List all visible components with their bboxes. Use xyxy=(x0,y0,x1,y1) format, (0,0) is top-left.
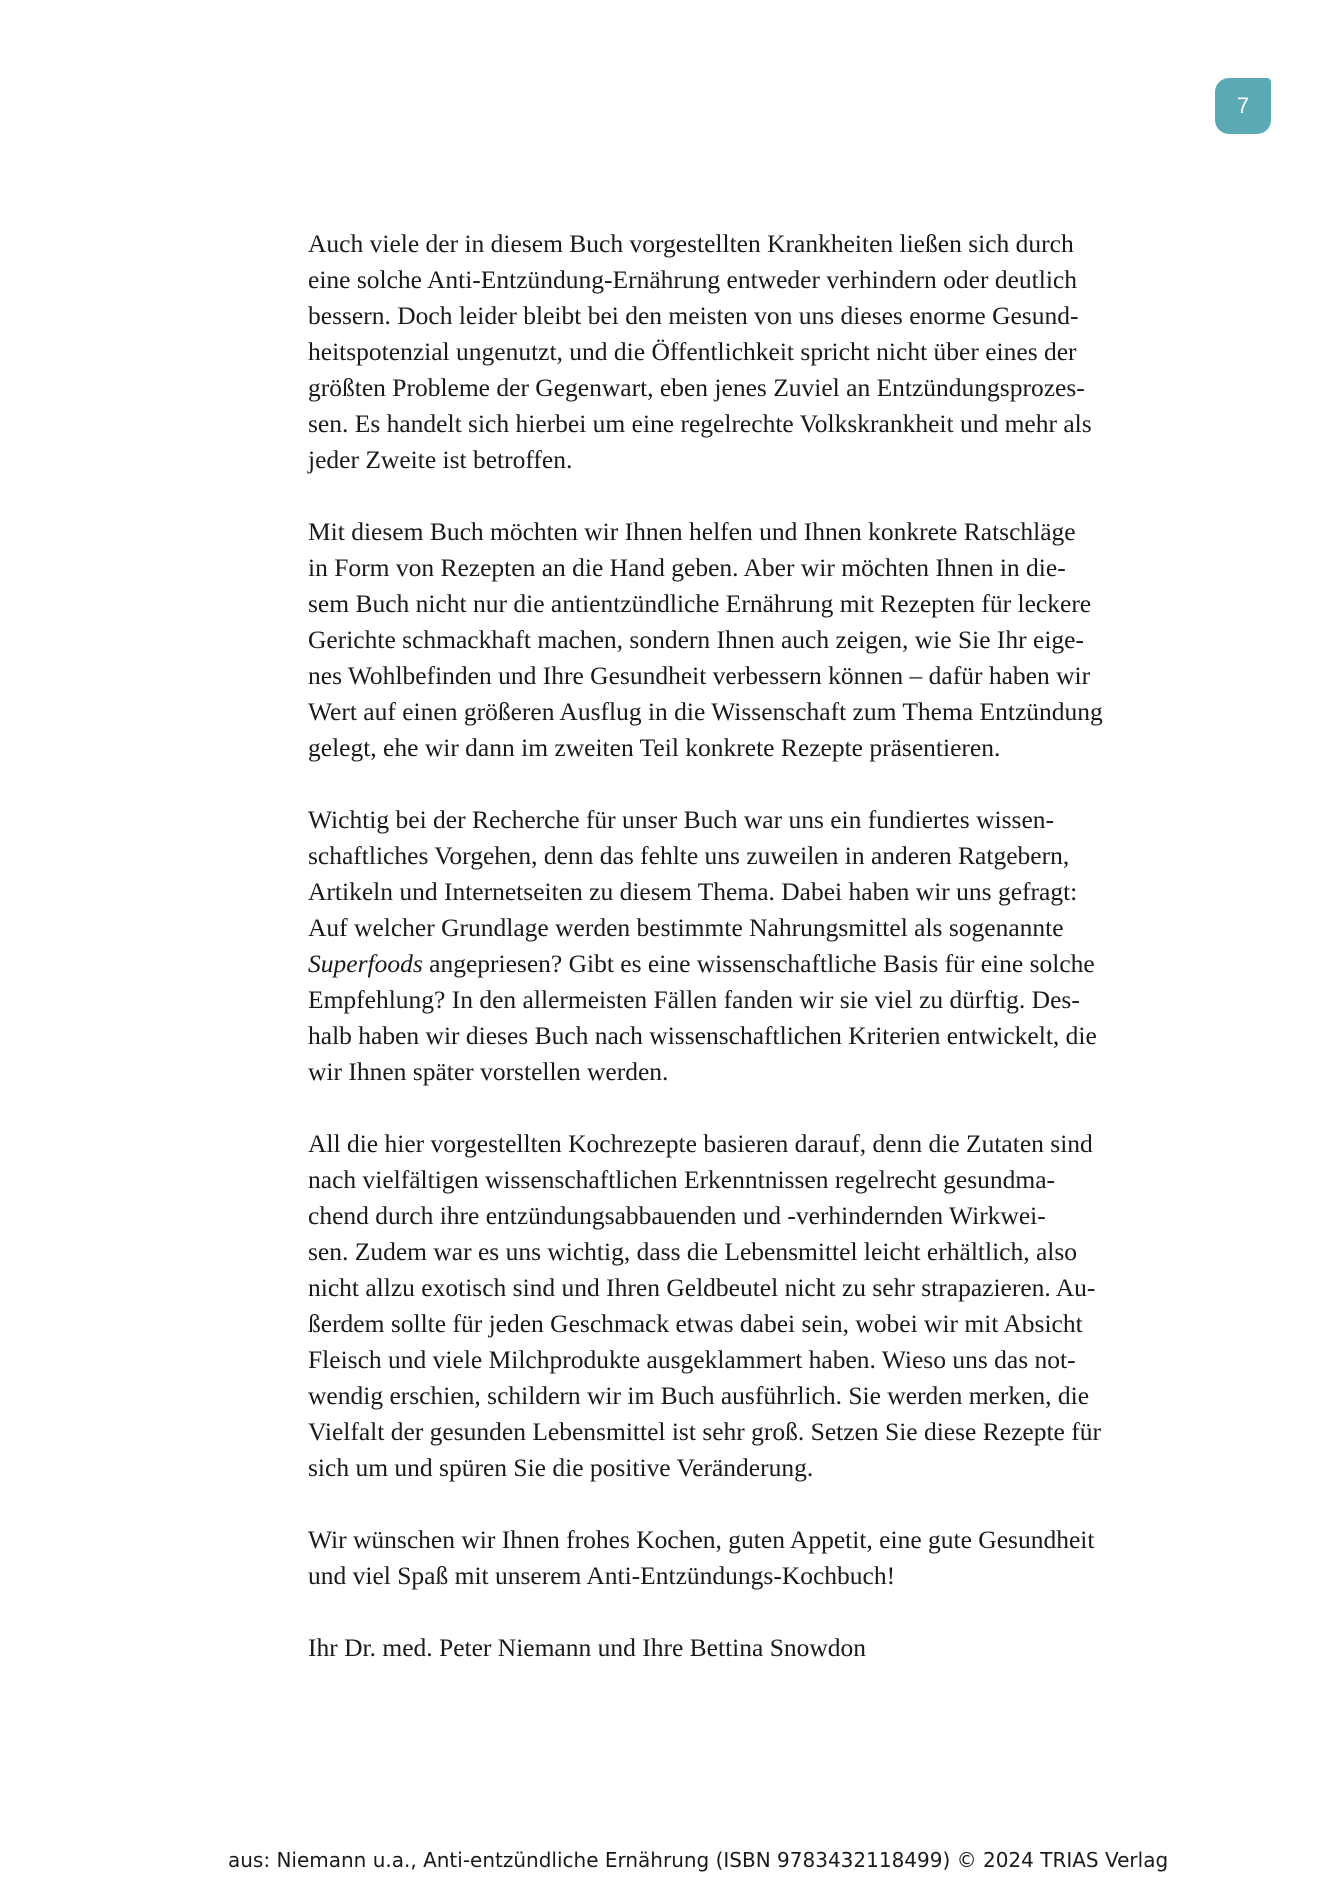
text-line: gelegt, ehe wir dann im zweiten Teil konkrete Rezepte präsentieren. xyxy=(308,733,1001,762)
text-line: und viel Spaß mit unserem Anti-Entzündungs-Kochbuch! xyxy=(308,1561,896,1590)
text-line: sen. Es handelt sich hierbei um eine regelrechte Volkskrankheit und mehr als xyxy=(308,409,1092,438)
text-line: Wir wünschen wir Ihnen frohes Kochen, guten Appetit, eine gute Gesundheit xyxy=(308,1525,1095,1554)
text-line: heitspotenzial ungenutzt, und die Öffentlichkeit spricht nicht über eines der xyxy=(308,337,1077,366)
text-line: Fleisch und viele Milchprodukte ausgeklammert haben. Wieso uns das not- xyxy=(308,1345,1076,1374)
text-line: Artikeln und Internetseiten zu diesem Thema. Dabei haben wir uns gefragt: xyxy=(308,877,1078,906)
text-line: eine solche Anti-Entzündung-Ernährung entweder verhindern oder deutlich xyxy=(308,265,1077,294)
body-text xyxy=(308,226,1198,1702)
emphasis-superfoods: Superfoods xyxy=(308,949,423,978)
text-line: Wichtig bei der Recherche für unser Buch war uns ein fundiertes wissen- xyxy=(308,805,1055,834)
text-line: Wert auf einen größeren Ausflug in die Wissenschaft zum Thema Entzündung xyxy=(308,697,1103,726)
text-line: größten Probleme der Gegenwart, eben jenes Zuviel an Entzündungsprozes- xyxy=(308,373,1085,402)
text-line: schaftliches Vorgehen, denn das fehlte uns zuweilen in anderen Ratgebern, xyxy=(308,841,1070,870)
text-line: Gerichte schmackhaft machen, sondern Ihnen auch zeigen, wie Sie Ihr eige- xyxy=(308,625,1084,654)
text-line: Empfehlung? In den allermeisten Fällen fanden wir sie viel zu dürftig. Des- xyxy=(308,985,1080,1014)
text-line: Auch viele der in diesem Buch vorgestellten Krankheiten ließen sich durch xyxy=(308,229,1074,258)
text-line: ßerdem sollte für jeden Geschmack etwas dabei sein, wobei wir mit Absicht xyxy=(308,1309,1083,1338)
text-line: nes Wohlbefinden und Ihre Gesundheit verbessern können – dafür haben wir xyxy=(308,661,1091,690)
text-line: nach vielfältigen wissenschaftlichen Erkenntnissen regelrecht gesundma- xyxy=(308,1165,1056,1194)
text-line: All die hier vorgestellten Kochrezepte basieren darauf, denn die Zutaten sind xyxy=(308,1129,1093,1158)
text-line: Auf welcher Grundlage werden bestimmte Nahrungsmittel als sogenannte xyxy=(308,913,1064,942)
text-line: nicht allzu exotisch sind und Ihren Geldbeutel nicht zu sehr strapazieren. Au- xyxy=(308,1273,1096,1302)
text-line: sem Buch nicht nur die antientzündliche Ernährung mit Rezepten für leckere xyxy=(308,589,1092,618)
paragraph-1 xyxy=(308,226,1198,478)
text-line: Ihr Dr. med. Peter Niemann und Ihre Bettina Snowdon xyxy=(308,1633,867,1662)
text-line: chend durch ihre entzündungsabbauenden und -verhindernden Wirkwei- xyxy=(308,1201,1046,1230)
paragraph-4 xyxy=(308,1126,1198,1486)
text-line: in Form von Rezepten an die Hand geben. Aber wir möchten Ihnen in die- xyxy=(308,553,1066,582)
text-line: wir Ihnen später vorstellen werden. xyxy=(308,1057,669,1086)
text-line xyxy=(308,946,1198,982)
paragraph-3 xyxy=(308,802,1198,1090)
text-line: jeder Zweite ist betroffen. xyxy=(308,445,573,474)
text-line: bessern. Doch leider bleibt bei den meisten von uns dieses enorme Gesund- xyxy=(308,301,1079,330)
signature-line xyxy=(308,1630,1198,1666)
paragraph-5 xyxy=(308,1522,1198,1594)
source-footer: aus: Niemann u.a., Anti-entzündliche Ernährung (ISBN 9783432118499) © 2024 TRIAS Verlag xyxy=(228,1848,1169,1872)
text-line-rest: angepriesen? Gibt es eine wissenschaftliche Basis für eine solche xyxy=(429,949,1095,978)
text-line: Mit diesem Buch möchten wir Ihnen helfen und Ihnen konkrete Ratschläge xyxy=(308,517,1076,546)
text-line: halb haben wir dieses Buch nach wissenschaftlichen Kriterien entwickelt, die xyxy=(308,1021,1097,1050)
text-line: sich um und spüren Sie die positive Veränderung. xyxy=(308,1453,814,1482)
text-line: sen. Zudem war es uns wichtig, dass die Lebensmittel leicht erhältlich, also xyxy=(308,1237,1078,1266)
paragraph-2 xyxy=(308,514,1198,766)
text-line: Vielfalt der gesunden Lebensmittel ist sehr groß. Setzen Sie diese Rezepte für xyxy=(308,1417,1101,1446)
text-line: wendig erschien, schildern wir im Buch ausführlich. Sie werden merken, die xyxy=(308,1381,1090,1410)
page-number-badge: 7 xyxy=(1215,78,1271,134)
